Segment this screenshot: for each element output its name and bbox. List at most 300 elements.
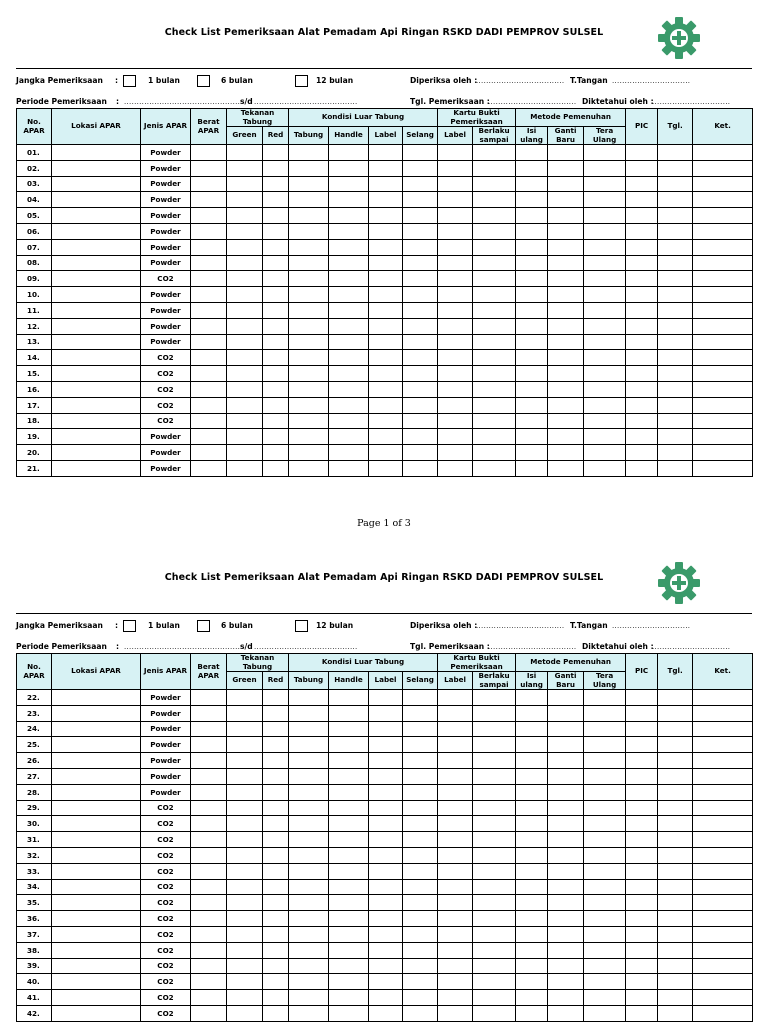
- cell-input[interactable]: [438, 192, 473, 208]
- cell-input[interactable]: [584, 302, 626, 318]
- cell-input[interactable]: [191, 160, 227, 176]
- cell-input[interactable]: [52, 397, 141, 413]
- cell-input[interactable]: [438, 1005, 473, 1021]
- cell-input[interactable]: [584, 397, 626, 413]
- cell-input[interactable]: [329, 832, 369, 848]
- cell-input[interactable]: [403, 879, 438, 895]
- cell-input[interactable]: [626, 705, 658, 721]
- cell-input[interactable]: [191, 287, 227, 303]
- cell-input[interactable]: [516, 1005, 548, 1021]
- cell-input[interactable]: [369, 350, 403, 366]
- cell-input[interactable]: [369, 958, 403, 974]
- cell-input[interactable]: [289, 895, 329, 911]
- cell-input[interactable]: [584, 429, 626, 445]
- cell-input[interactable]: [52, 926, 141, 942]
- cell-input[interactable]: [263, 381, 289, 397]
- cell-input[interactable]: [227, 847, 263, 863]
- cell-input[interactable]: [473, 847, 516, 863]
- cell-input[interactable]: [263, 974, 289, 990]
- cell-input[interactable]: [403, 721, 438, 737]
- cell-input[interactable]: [438, 287, 473, 303]
- cell-input[interactable]: [693, 192, 753, 208]
- cell-input[interactable]: [191, 145, 227, 161]
- cell-input[interactable]: [227, 160, 263, 176]
- cell-input[interactable]: [584, 721, 626, 737]
- cell-input[interactable]: [52, 445, 141, 461]
- cell-input[interactable]: [693, 460, 753, 476]
- cell-input[interactable]: [263, 800, 289, 816]
- cell-input[interactable]: [227, 429, 263, 445]
- cell-input[interactable]: [473, 990, 516, 1006]
- cell-input[interactable]: [369, 816, 403, 832]
- cell-input[interactable]: [516, 145, 548, 161]
- cell-input[interactable]: [516, 768, 548, 784]
- cell-input[interactable]: [369, 737, 403, 753]
- cell-input[interactable]: [369, 271, 403, 287]
- cell-input[interactable]: [438, 974, 473, 990]
- cell-input[interactable]: [191, 271, 227, 287]
- cell-input[interactable]: [658, 721, 693, 737]
- cell-input[interactable]: [658, 863, 693, 879]
- cell-input[interactable]: [438, 784, 473, 800]
- cell-input[interactable]: [626, 366, 658, 382]
- cell-input[interactable]: [403, 255, 438, 271]
- cell-input[interactable]: [516, 895, 548, 911]
- cell-input[interactable]: [289, 334, 329, 350]
- cell-input[interactable]: [369, 705, 403, 721]
- cell-input[interactable]: [693, 879, 753, 895]
- cell-input[interactable]: [516, 721, 548, 737]
- cell-input[interactable]: [263, 753, 289, 769]
- cell-input[interactable]: [516, 974, 548, 990]
- cell-input[interactable]: [289, 958, 329, 974]
- cell-input[interactable]: [658, 239, 693, 255]
- cell-input[interactable]: [438, 958, 473, 974]
- cell-input[interactable]: [548, 429, 584, 445]
- cell-input[interactable]: [227, 413, 263, 429]
- cell-input[interactable]: [191, 990, 227, 1006]
- cell-input[interactable]: [658, 366, 693, 382]
- cell-input[interactable]: [289, 816, 329, 832]
- cell-input[interactable]: [516, 879, 548, 895]
- cell-input[interactable]: [438, 429, 473, 445]
- cell-input[interactable]: [516, 350, 548, 366]
- cell-input[interactable]: [473, 287, 516, 303]
- cell-input[interactable]: [403, 911, 438, 927]
- cell-input[interactable]: [626, 816, 658, 832]
- cell-input[interactable]: [693, 816, 753, 832]
- cell-input[interactable]: [626, 784, 658, 800]
- diketahui-field[interactable]: ...............................: [652, 98, 731, 106]
- cell-input[interactable]: [52, 318, 141, 334]
- cell-input[interactable]: [403, 350, 438, 366]
- cell-input[interactable]: [403, 429, 438, 445]
- cell-input[interactable]: [52, 381, 141, 397]
- cell-input[interactable]: [473, 381, 516, 397]
- cell-input[interactable]: [227, 176, 263, 192]
- cell-input[interactable]: [584, 879, 626, 895]
- cell-input[interactable]: [369, 768, 403, 784]
- cell-input[interactable]: [438, 911, 473, 927]
- cell-input[interactable]: [693, 690, 753, 706]
- cell-input[interactable]: [438, 397, 473, 413]
- cell-input[interactable]: [693, 429, 753, 445]
- cell-input[interactable]: [693, 958, 753, 974]
- cell-input[interactable]: [52, 239, 141, 255]
- cell-input[interactable]: [658, 942, 693, 958]
- cell-input[interactable]: [191, 334, 227, 350]
- checkbox-6-bulan[interactable]: [197, 75, 210, 87]
- cell-input[interactable]: [693, 832, 753, 848]
- cell-input[interactable]: [191, 429, 227, 445]
- cell-input[interactable]: [289, 690, 329, 706]
- cell-input[interactable]: [548, 176, 584, 192]
- cell-input[interactable]: [473, 705, 516, 721]
- cell-input[interactable]: [329, 816, 369, 832]
- cell-input[interactable]: [403, 271, 438, 287]
- cell-input[interactable]: [263, 255, 289, 271]
- cell-input[interactable]: [438, 705, 473, 721]
- cell-input[interactable]: [227, 863, 263, 879]
- cell-input[interactable]: [369, 753, 403, 769]
- cell-input[interactable]: [438, 271, 473, 287]
- cell-input[interactable]: [473, 208, 516, 224]
- cell-input[interactable]: [263, 239, 289, 255]
- cell-input[interactable]: [548, 690, 584, 706]
- cell-input[interactable]: [369, 413, 403, 429]
- cell-input[interactable]: [227, 705, 263, 721]
- cell-input[interactable]: [227, 397, 263, 413]
- cell-input[interactable]: [289, 974, 329, 990]
- cell-input[interactable]: [548, 334, 584, 350]
- cell-input[interactable]: [289, 460, 329, 476]
- cell-input[interactable]: [473, 911, 516, 927]
- cell-input[interactable]: [263, 895, 289, 911]
- cell-input[interactable]: [626, 690, 658, 706]
- periode-from-field[interactable]: ..............................................: [124, 643, 241, 651]
- tgl-pemeriksaan-field[interactable]: ...................................: [488, 643, 577, 651]
- cell-input[interactable]: [584, 460, 626, 476]
- cell-input[interactable]: [438, 176, 473, 192]
- cell-input[interactable]: [369, 911, 403, 927]
- cell-input[interactable]: [658, 1005, 693, 1021]
- cell-input[interactable]: [693, 800, 753, 816]
- cell-input[interactable]: [52, 737, 141, 753]
- cell-input[interactable]: [289, 381, 329, 397]
- cell-input[interactable]: [263, 334, 289, 350]
- checkbox-1-bulan[interactable]: [123, 620, 136, 632]
- cell-input[interactable]: [584, 223, 626, 239]
- cell-input[interactable]: [191, 768, 227, 784]
- cell-input[interactable]: [626, 350, 658, 366]
- cell-input[interactable]: [548, 784, 584, 800]
- cell-input[interactable]: [369, 366, 403, 382]
- cell-input[interactable]: [227, 334, 263, 350]
- periode-from-field[interactable]: ..............................................: [124, 98, 241, 106]
- cell-input[interactable]: [516, 784, 548, 800]
- cell-input[interactable]: [584, 832, 626, 848]
- cell-input[interactable]: [227, 271, 263, 287]
- cell-input[interactable]: [473, 223, 516, 239]
- cell-input[interactable]: [548, 895, 584, 911]
- cell-input[interactable]: [438, 413, 473, 429]
- cell-input[interactable]: [438, 690, 473, 706]
- cell-input[interactable]: [263, 176, 289, 192]
- cell-input[interactable]: [626, 445, 658, 461]
- cell-input[interactable]: [548, 816, 584, 832]
- cell-input[interactable]: [548, 974, 584, 990]
- cell-input[interactable]: [191, 381, 227, 397]
- cell-input[interactable]: [658, 895, 693, 911]
- cell-input[interactable]: [548, 753, 584, 769]
- cell-input[interactable]: [263, 271, 289, 287]
- tgl-pemeriksaan-field[interactable]: ...................................: [488, 98, 577, 106]
- cell-input[interactable]: [227, 239, 263, 255]
- cell-input[interactable]: [548, 990, 584, 1006]
- cell-input[interactable]: [329, 690, 369, 706]
- cell-input[interactable]: [548, 863, 584, 879]
- cell-input[interactable]: [473, 753, 516, 769]
- cell-input[interactable]: [584, 271, 626, 287]
- cell-input[interactable]: [369, 460, 403, 476]
- cell-input[interactable]: [473, 974, 516, 990]
- cell-input[interactable]: [438, 737, 473, 753]
- cell-input[interactable]: [473, 334, 516, 350]
- cell-input[interactable]: [658, 145, 693, 161]
- cell-input[interactable]: [473, 721, 516, 737]
- cell-input[interactable]: [473, 690, 516, 706]
- cell-input[interactable]: [227, 318, 263, 334]
- cell-input[interactable]: [329, 1005, 369, 1021]
- cell-input[interactable]: [548, 958, 584, 974]
- cell-input[interactable]: [584, 974, 626, 990]
- cell-input[interactable]: [658, 429, 693, 445]
- cell-input[interactable]: [548, 800, 584, 816]
- cell-input[interactable]: [289, 160, 329, 176]
- cell-input[interactable]: [52, 255, 141, 271]
- cell-input[interactable]: [191, 800, 227, 816]
- cell-input[interactable]: [584, 445, 626, 461]
- cell-input[interactable]: [658, 847, 693, 863]
- cell-input[interactable]: [369, 239, 403, 255]
- cell-input[interactable]: [658, 208, 693, 224]
- cell-input[interactable]: [658, 318, 693, 334]
- cell-input[interactable]: [473, 1005, 516, 1021]
- cell-input[interactable]: [289, 445, 329, 461]
- cell-input[interactable]: [227, 926, 263, 942]
- cell-input[interactable]: [329, 460, 369, 476]
- cell-input[interactable]: [548, 926, 584, 942]
- cell-input[interactable]: [369, 847, 403, 863]
- cell-input[interactable]: [329, 753, 369, 769]
- cell-input[interactable]: [263, 1005, 289, 1021]
- cell-input[interactable]: [289, 271, 329, 287]
- cell-input[interactable]: [693, 445, 753, 461]
- cell-input[interactable]: [52, 690, 141, 706]
- cell-input[interactable]: [438, 847, 473, 863]
- cell-input[interactable]: [263, 429, 289, 445]
- cell-input[interactable]: [693, 784, 753, 800]
- cell-input[interactable]: [329, 800, 369, 816]
- cell-input[interactable]: [369, 895, 403, 911]
- cell-input[interactable]: [227, 255, 263, 271]
- cell-input[interactable]: [52, 816, 141, 832]
- cell-input[interactable]: [548, 192, 584, 208]
- cell-input[interactable]: [658, 753, 693, 769]
- cell-input[interactable]: [403, 942, 438, 958]
- cell-input[interactable]: [369, 255, 403, 271]
- cell-input[interactable]: [403, 302, 438, 318]
- cell-input[interactable]: [329, 911, 369, 927]
- cell-input[interactable]: [658, 768, 693, 784]
- cell-input[interactable]: [329, 413, 369, 429]
- cell-input[interactable]: [584, 800, 626, 816]
- cell-input[interactable]: [658, 381, 693, 397]
- cell-input[interactable]: [548, 1005, 584, 1021]
- cell-input[interactable]: [626, 895, 658, 911]
- cell-input[interactable]: [584, 208, 626, 224]
- cell-input[interactable]: [289, 879, 329, 895]
- cell-input[interactable]: [403, 690, 438, 706]
- cell-input[interactable]: [693, 350, 753, 366]
- cell-input[interactable]: [52, 208, 141, 224]
- cell-input[interactable]: [516, 239, 548, 255]
- cell-input[interactable]: [658, 911, 693, 927]
- cell-input[interactable]: [438, 366, 473, 382]
- cell-input[interactable]: [516, 800, 548, 816]
- cell-input[interactable]: [548, 879, 584, 895]
- cell-input[interactable]: [658, 832, 693, 848]
- cell-input[interactable]: [584, 176, 626, 192]
- cell-input[interactable]: [403, 800, 438, 816]
- cell-input[interactable]: [473, 366, 516, 382]
- cell-input[interactable]: [289, 397, 329, 413]
- cell-input[interactable]: [516, 847, 548, 863]
- cell-input[interactable]: [548, 223, 584, 239]
- cell-input[interactable]: [369, 784, 403, 800]
- cell-input[interactable]: [263, 737, 289, 753]
- cell-input[interactable]: [626, 287, 658, 303]
- cell-input[interactable]: [329, 445, 369, 461]
- cell-input[interactable]: [329, 350, 369, 366]
- cell-input[interactable]: [227, 737, 263, 753]
- cell-input[interactable]: [263, 445, 289, 461]
- cell-input[interactable]: [227, 974, 263, 990]
- cell-input[interactable]: [516, 863, 548, 879]
- cell-input[interactable]: [693, 990, 753, 1006]
- cell-input[interactable]: [693, 737, 753, 753]
- cell-input[interactable]: [693, 895, 753, 911]
- cell-input[interactable]: [329, 958, 369, 974]
- cell-input[interactable]: [289, 800, 329, 816]
- cell-input[interactable]: [658, 334, 693, 350]
- cell-input[interactable]: [626, 942, 658, 958]
- cell-input[interactable]: [52, 753, 141, 769]
- cell-input[interactable]: [658, 176, 693, 192]
- cell-input[interactable]: [403, 1005, 438, 1021]
- cell-input[interactable]: [227, 942, 263, 958]
- cell-input[interactable]: [626, 832, 658, 848]
- cell-input[interactable]: [658, 350, 693, 366]
- cell-input[interactable]: [626, 958, 658, 974]
- cell-input[interactable]: [263, 768, 289, 784]
- cell-input[interactable]: [263, 958, 289, 974]
- cell-input[interactable]: [548, 413, 584, 429]
- cell-input[interactable]: [516, 816, 548, 832]
- cell-input[interactable]: [548, 768, 584, 784]
- cell-input[interactable]: [227, 990, 263, 1006]
- cell-input[interactable]: [227, 800, 263, 816]
- cell-input[interactable]: [227, 223, 263, 239]
- cell-input[interactable]: [369, 208, 403, 224]
- cell-input[interactable]: [516, 958, 548, 974]
- cell-input[interactable]: [584, 413, 626, 429]
- cell-input[interactable]: [403, 737, 438, 753]
- cell-input[interactable]: [329, 942, 369, 958]
- cell-input[interactable]: [289, 1005, 329, 1021]
- cell-input[interactable]: [584, 366, 626, 382]
- cell-input[interactable]: [369, 302, 403, 318]
- cell-input[interactable]: [227, 832, 263, 848]
- cell-input[interactable]: [584, 768, 626, 784]
- cell-input[interactable]: [263, 397, 289, 413]
- cell-input[interactable]: [658, 800, 693, 816]
- cell-input[interactable]: [516, 223, 548, 239]
- cell-input[interactable]: [584, 318, 626, 334]
- cell-input[interactable]: [584, 334, 626, 350]
- cell-input[interactable]: [52, 302, 141, 318]
- cell-input[interactable]: [369, 879, 403, 895]
- cell-input[interactable]: [403, 958, 438, 974]
- cell-input[interactable]: [369, 445, 403, 461]
- cell-input[interactable]: [584, 160, 626, 176]
- cell-input[interactable]: [369, 287, 403, 303]
- cell-input[interactable]: [693, 705, 753, 721]
- cell-input[interactable]: [329, 208, 369, 224]
- cell-input[interactable]: [658, 413, 693, 429]
- cell-input[interactable]: [658, 926, 693, 942]
- cell-input[interactable]: [626, 208, 658, 224]
- cell-input[interactable]: [403, 460, 438, 476]
- cell-input[interactable]: [289, 753, 329, 769]
- cell-input[interactable]: [658, 990, 693, 1006]
- cell-input[interactable]: [329, 721, 369, 737]
- cell-input[interactable]: [289, 832, 329, 848]
- cell-input[interactable]: [473, 397, 516, 413]
- cell-input[interactable]: [516, 255, 548, 271]
- cell-input[interactable]: [626, 192, 658, 208]
- cell-input[interactable]: [438, 223, 473, 239]
- cell-input[interactable]: [438, 832, 473, 848]
- cell-input[interactable]: [403, 239, 438, 255]
- cell-input[interactable]: [263, 879, 289, 895]
- cell-input[interactable]: [658, 397, 693, 413]
- cell-input[interactable]: [191, 911, 227, 927]
- cell-input[interactable]: [403, 318, 438, 334]
- cell-input[interactable]: [584, 958, 626, 974]
- cell-input[interactable]: [438, 768, 473, 784]
- cell-input[interactable]: [516, 381, 548, 397]
- cell-input[interactable]: [516, 990, 548, 1006]
- cell-input[interactable]: [658, 816, 693, 832]
- cell-input[interactable]: [191, 690, 227, 706]
- cell-input[interactable]: [584, 942, 626, 958]
- cell-input[interactable]: [369, 974, 403, 990]
- cell-input[interactable]: [693, 911, 753, 927]
- cell-input[interactable]: [473, 942, 516, 958]
- cell-input[interactable]: [289, 413, 329, 429]
- cell-input[interactable]: [438, 816, 473, 832]
